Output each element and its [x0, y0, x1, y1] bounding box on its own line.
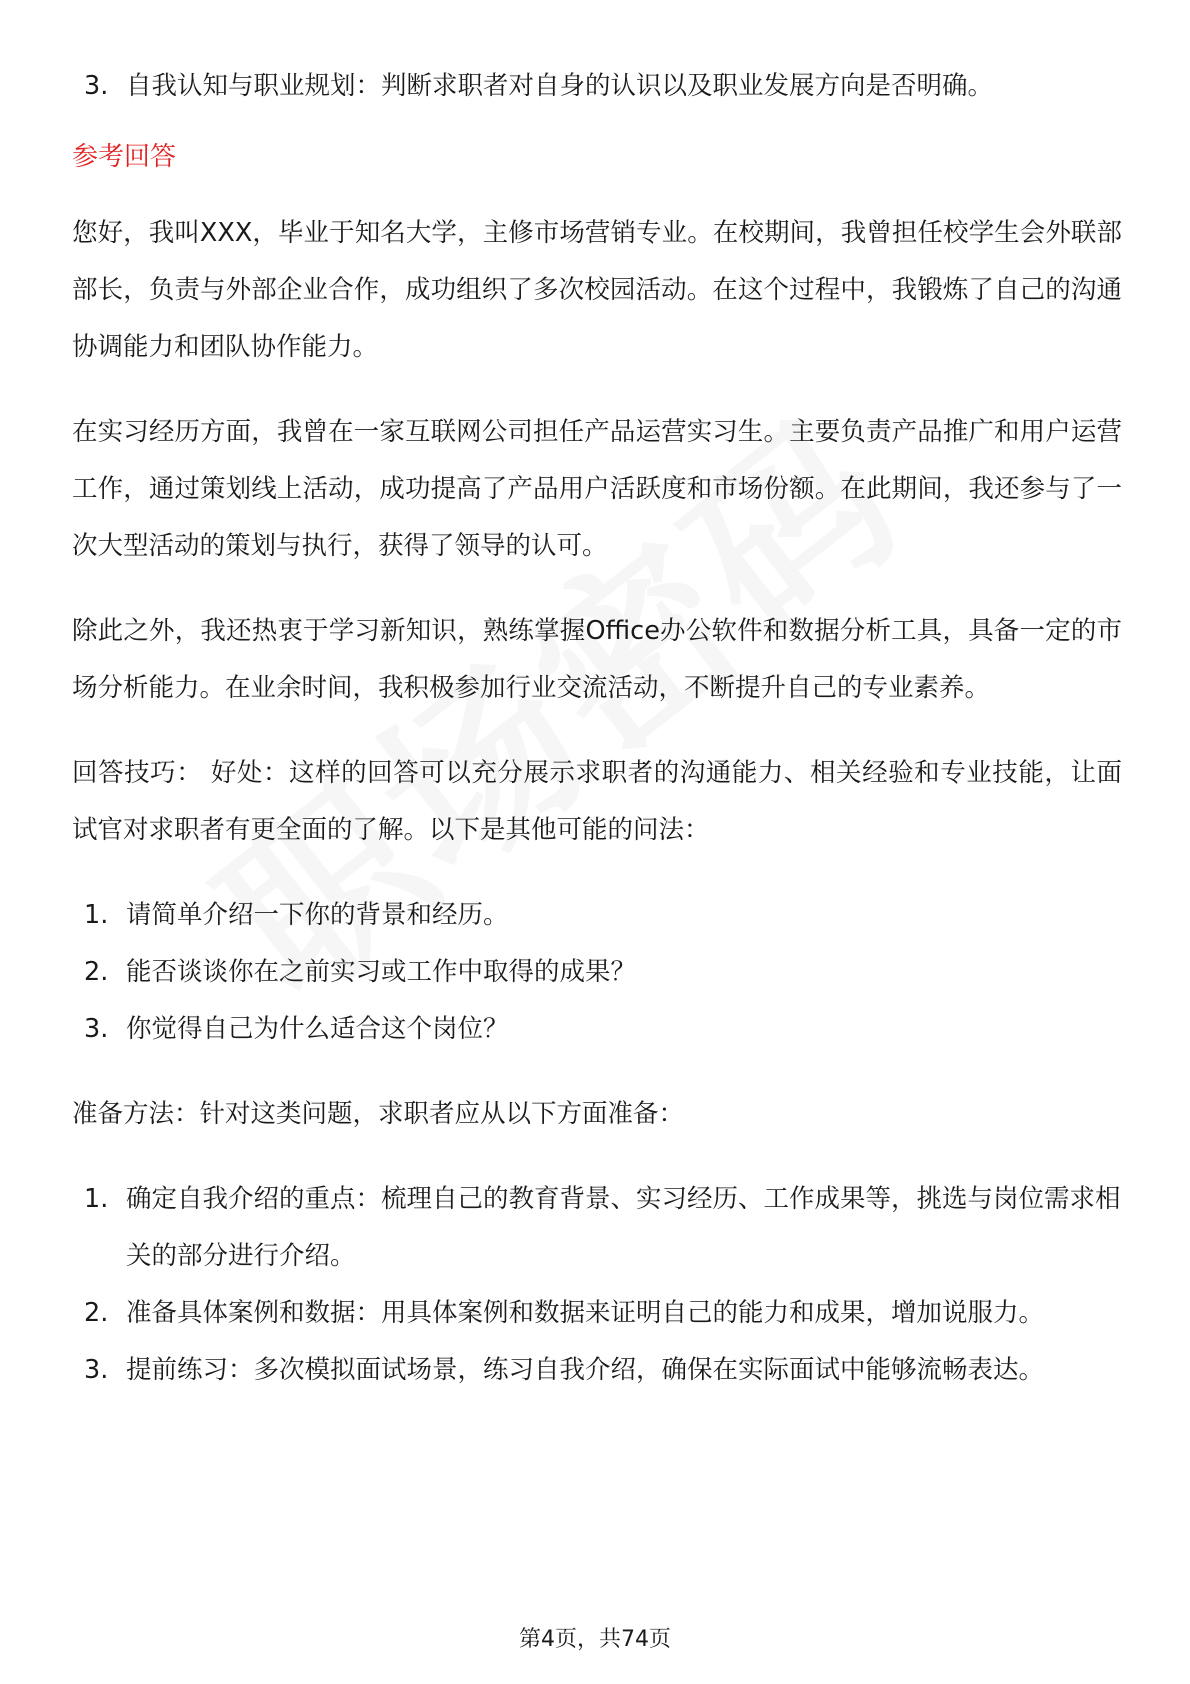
list-item [72, 58, 1122, 115]
list-item [72, 1171, 1122, 1285]
list-item-number: 2. [84, 1298, 109, 1328]
list-item-text: 能否谈谈你在之前实习或工作中取得的成果？ [126, 957, 637, 987]
page-footer: 第4页，共74页 [519, 1627, 671, 1652]
list-item-number: 3. [84, 1355, 109, 1385]
list-item-number: 3. [84, 1014, 109, 1044]
answer-paragraph-1: 您好，我叫XXX，毕业于知名大学，主修市场营销专业。在校期间，我曾担任校学生会外联部部长，负责与外部企业合作，成功组织了多次校园活动。在这个过程中，我锻炼了自己的沟通协调能力和团队协作能力。 [72, 218, 1122, 362]
list-item [72, 1342, 1122, 1399]
list-item [72, 887, 1122, 944]
alt-questions-list [72, 887, 1122, 1058]
list-item [72, 1001, 1122, 1058]
section-heading: 参考回答 [72, 142, 177, 172]
answer-paragraph-3: 除此之外，我还热衷于学习新知识，熟练掌握Office办公软件和数据分析工具，具备一定的市场分析能力。在业余时间，我积极参加行业交流活动，不断提升自己的专业素养。 [72, 616, 1122, 703]
list-item-number: 2. [84, 957, 109, 987]
list-item-text: 请简单介绍一下你的背景和经历。 [126, 900, 509, 930]
list-item-text: 你觉得自己为什么适合这个岗位？ [126, 1014, 509, 1044]
prep-intro: 准备方法：针对这类问题，求职者应从以下方面准备： [72, 1099, 685, 1129]
list-item-text: 准备具体案例和数据：用具体案例和数据来证明自己的能力和成果，增加说服力。 [126, 1298, 1045, 1328]
prep-list [72, 1171, 1122, 1399]
answer-tips-paragraph: 回答技巧： 好处：这样的回答可以充分展示求职者的沟通能力、相关经验和专业技能，让面试官对求职者有更全面的了解。以下是其他可能的问法： [72, 758, 1122, 845]
criteria-list [72, 58, 1122, 115]
list-item-text: 自我认知与职业规划：判断求职者对自身的认识以及职业发展方向是否明确。 [126, 71, 994, 101]
list-item-number: 1. [84, 900, 109, 930]
list-item [72, 944, 1122, 1001]
answer-paragraph-2: 在实习经历方面，我曾在一家互联网公司担任产品运营实习生。主要负责产品推广和用户运营工作，通过策划线上活动，成功提高了产品用户活跃度和市场份额。在此期间，我还参与了一次大型活动的策划与执行，获得了领导的认可。 [72, 417, 1122, 561]
document-page [72, 58, 1122, 1399]
list-item-number: 3. [84, 71, 109, 101]
list-item-text: 提前练习：多次模拟面试场景，练习自我介绍，确保在实际面试中能够流畅表达。 [126, 1355, 1045, 1385]
list-item-number: 1. [84, 1184, 109, 1214]
list-item-text: 确定自我介绍的重点：梳理自己的教育背景、实习经历、工作成果等，挑选与岗位需求相关的部分进行介绍。 [126, 1184, 1121, 1271]
list-item [72, 1285, 1122, 1342]
